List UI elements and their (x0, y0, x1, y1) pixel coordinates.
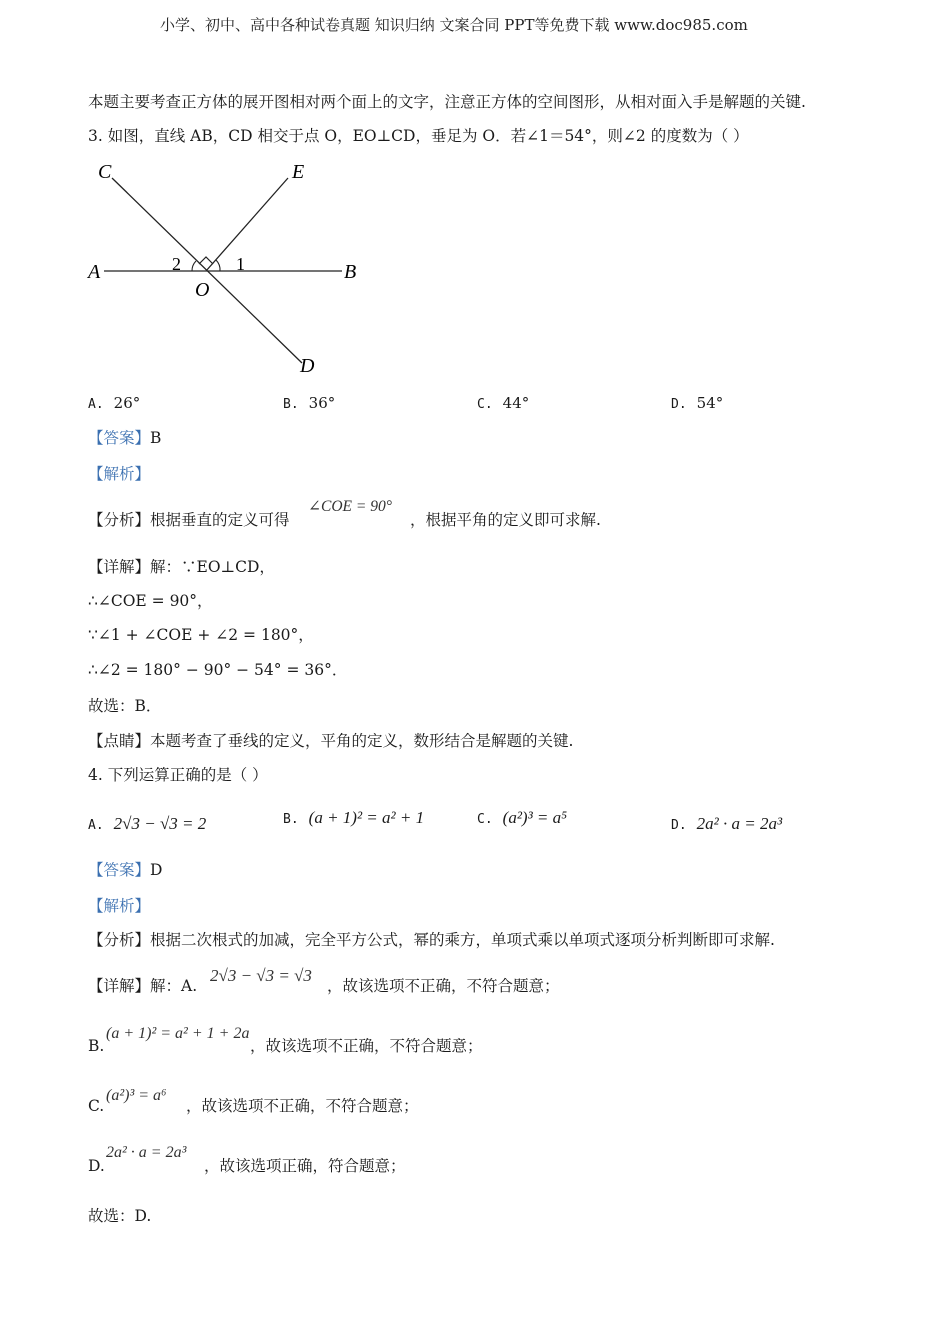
q4-detail-d-prefix: D. (88, 1157, 105, 1175)
q4-choose: 故选：D. (88, 1207, 152, 1225)
q3-choose: 故选：B． (88, 697, 162, 715)
label-angle-1: 1 (236, 254, 245, 274)
q3-figure (80, 150, 380, 385)
q3-detail-1: 【详解】解：∵EO⊥CD， (88, 558, 275, 576)
q4-detail-c-suffix: ，故该选项不正确，不符合题意； (186, 1097, 419, 1115)
q3-detail-2: ∴∠COE = 90°， (88, 592, 213, 610)
q4-stem: 4. 下列运算正确的是（ ） (88, 766, 268, 784)
prev-question-note: 本题主要考查正方体的展开图相对两个面上的文字，注意正方体的空间图形，从相对面入手是解题的关键. (88, 93, 806, 111)
angle-2-arc (192, 261, 196, 271)
q4-detail-a: 【详解】解：A. (88, 977, 198, 995)
q3-fenxi-suffix: ，根据平角的定义即可求解. (410, 511, 601, 529)
label-d: D (300, 355, 315, 377)
q4-detail-d-math: 2a² · a = 2a³ (106, 1144, 187, 1161)
q3-option-d: D. 54° (671, 394, 724, 412)
q4-option-b: B. (a + 1)² = a² + 1 (283, 808, 425, 827)
right-angle-mark (199, 257, 213, 264)
q4-analysis-tag: 【解析】 (88, 897, 151, 915)
q3-detail-3: ∵∠1 + ∠COE + ∠2 = 180°， (88, 626, 314, 644)
q3-option-b: B. 36° (283, 394, 336, 412)
label-c: C (98, 161, 112, 183)
page-header: 小学、初中、高中各种试卷真题 知识归纳 文案合同 PPT等免费下载 www.doc985.com (160, 16, 748, 34)
q4-option-c: C. (a²)³ = a⁵ (477, 808, 568, 827)
q4-fenxi: 【分析】根据二次根式的加减，完全平方公式，幂的乘方，单项式乘以单项式逐项分析判断即可求解. (88, 931, 775, 949)
q4-detail-b-prefix: B. (88, 1037, 105, 1055)
q4-detail-c-prefix: C. (88, 1097, 105, 1115)
label-angle-2: 2 (172, 254, 181, 274)
q4-detail-c-math: (a²)³ = a⁶ (106, 1087, 167, 1104)
label-o: O (195, 279, 210, 301)
q3-option-c: C. 44° (477, 394, 530, 412)
q3-detail-4: ∴∠2 = 180° − 90° − 54° = 36°． (88, 661, 348, 679)
q4-detail-b-suffix: ，故该选项不正确，不符合题意； (250, 1037, 483, 1055)
q4-detail-a-suffix: ，故该选项不正确，不符合题意； (327, 977, 560, 995)
q3-option-a: A. 26° (88, 394, 141, 412)
q3-analysis-tag: 【解析】 (88, 465, 151, 483)
label-b: B (344, 261, 357, 283)
q4-option-a: A. 2√3 − √3 = 2 (88, 814, 207, 833)
q3-fenxi: 【分析】根据垂直的定义可得 (88, 511, 290, 529)
q3-fenxi-math: ∠COE = 90° (308, 498, 392, 515)
ray-oe (206, 178, 288, 271)
q4-detail-a-math: 2√3 − √3 = √3 (210, 966, 312, 985)
q4-answer: 【答案】D (88, 861, 163, 879)
q3-stem: 3. 如图，直线 AB，CD 相交于点 O，EO⊥CD，垂足为 O．若∠1＝54°，则∠2 的度数为（ ） (88, 127, 749, 145)
angle-1-arc (216, 260, 220, 271)
label-e: E (292, 161, 305, 183)
q4-detail-b-math: (a + 1)² = a² + 1 + 2a (106, 1025, 250, 1042)
label-a: A (88, 261, 101, 283)
q4-option-d: D. 2a² · a = 2a³ (671, 814, 783, 833)
q3-answer: 【答案】B (88, 429, 162, 447)
q3-dianjing: 【点睛】本题考查了垂线的定义，平角的定义，数形结合是解题的关键. (88, 732, 574, 750)
q4-detail-d-suffix: ，故该选项正确，符合题意； (204, 1157, 406, 1175)
